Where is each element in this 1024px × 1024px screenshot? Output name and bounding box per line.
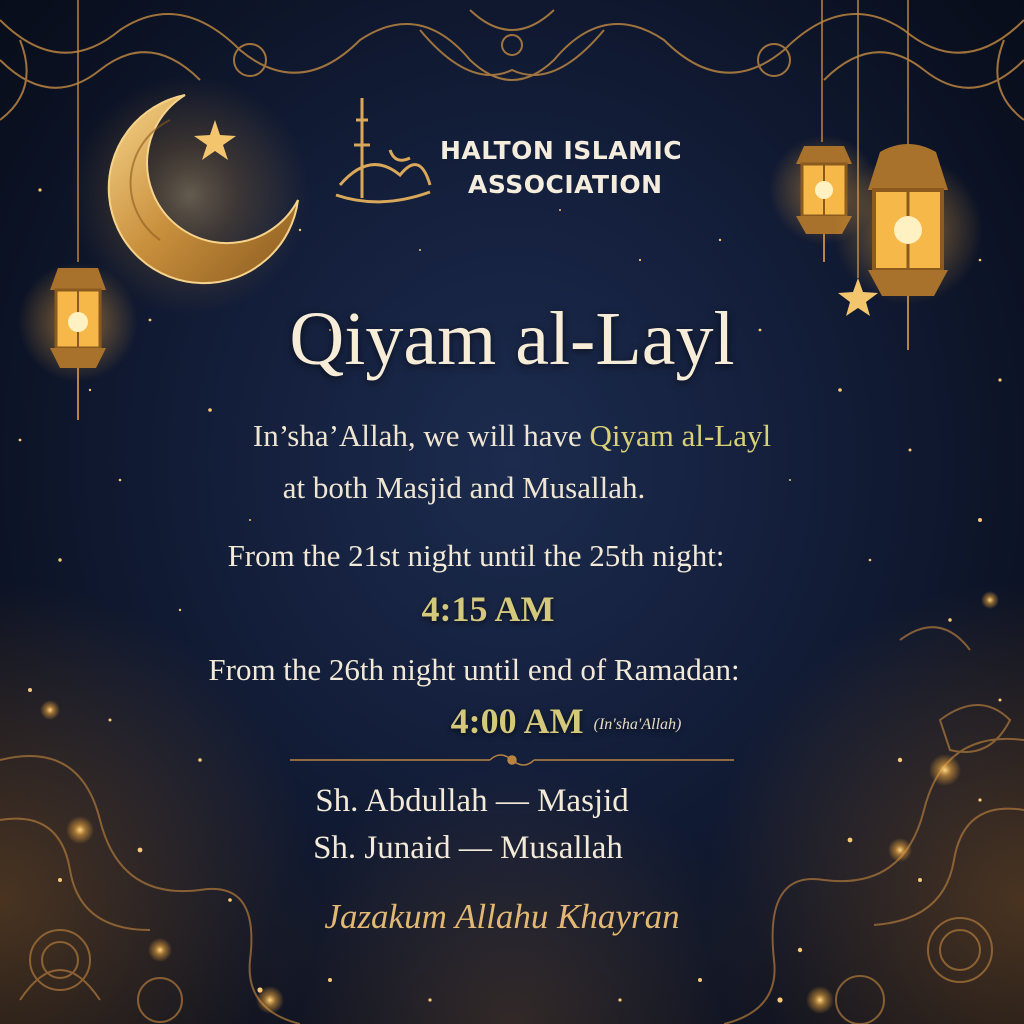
organization-name-line1: HALTON ISLAMIC [440, 136, 683, 165]
closing-message: Jazakum Allahu Khayran [324, 897, 680, 936]
schedule-label-2: From the 26th night until end of Ramadan: [208, 652, 740, 687]
organization-name [440, 134, 682, 202]
schedule-label-1: From the 21st night until the 25th night: [227, 538, 725, 573]
page-title: Qiyam al-Layl [289, 297, 735, 381]
intro-line-2: at both Masjid and Musallah. [282, 470, 646, 505]
schedule-time-1: 4:15 AM [421, 589, 555, 629]
schedule-time-note: (In'sha'Allah) [593, 715, 682, 733]
imam-2: Sh. Junaid — Musallah [313, 830, 623, 866]
schedule-time-2-row [54, 700, 1024, 742]
intro-line-1 [0, 418, 1024, 454]
organization-name-line2: ASSOCIATION [468, 170, 663, 199]
intro-highlight: Qiyam al-Layl [589, 418, 772, 453]
schedule-time-2: 4:00 AM [450, 701, 584, 741]
imam-1: Sh. Abdullah — Masjid [315, 783, 629, 819]
intro-prefix: In’sha’Allah, we will have [252, 418, 590, 453]
ornamental-divider [290, 755, 734, 765]
minaret-calligraphy-logo [336, 98, 430, 202]
